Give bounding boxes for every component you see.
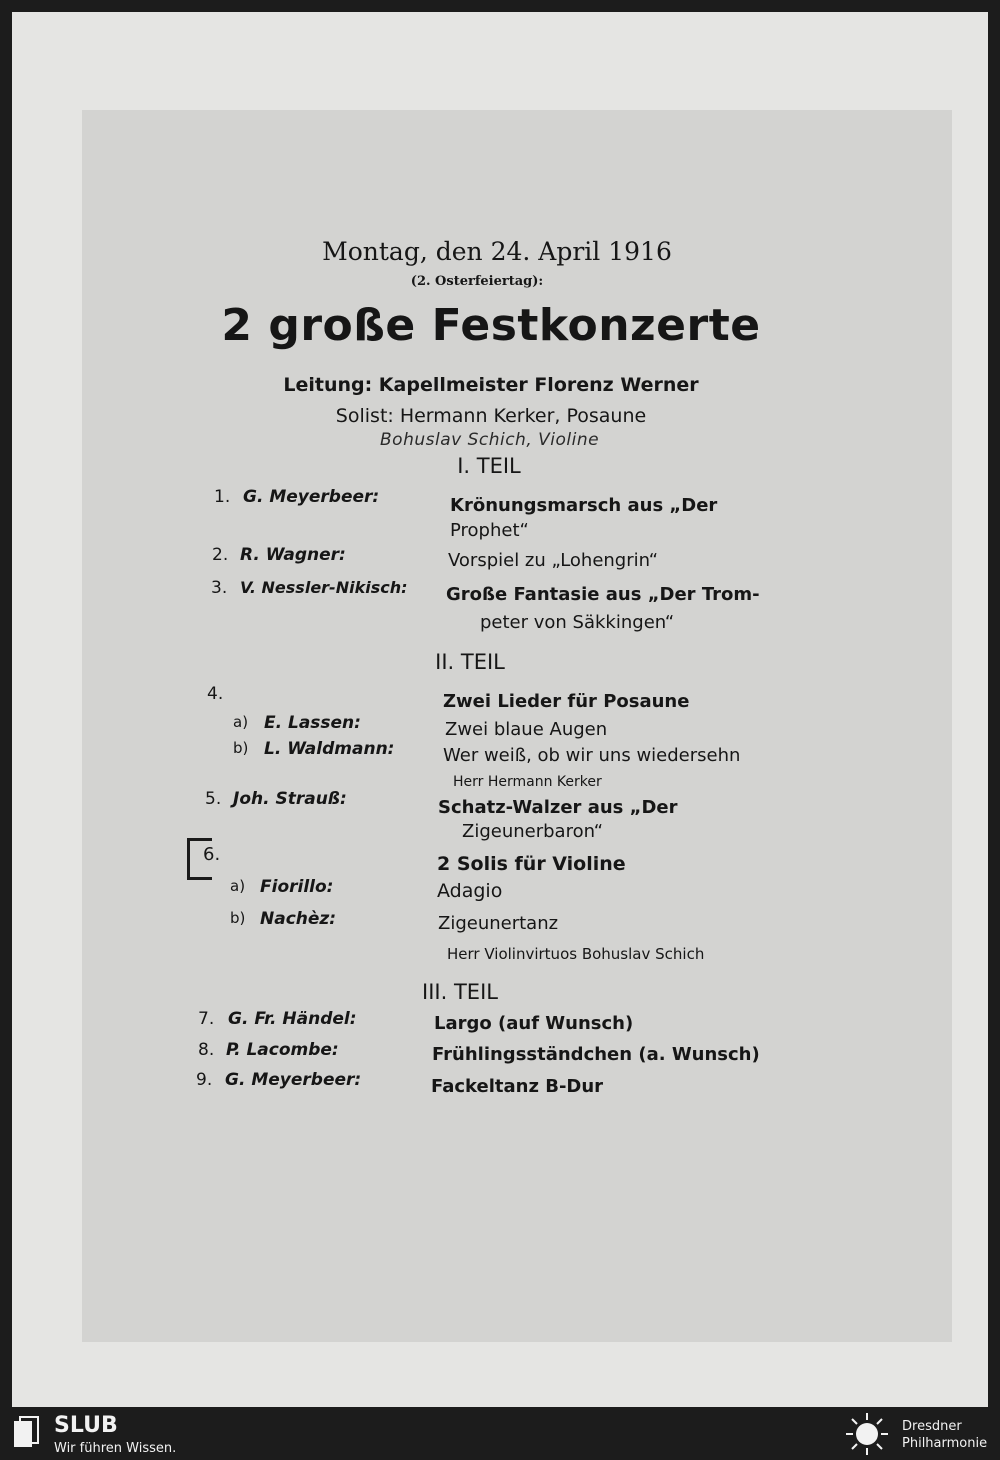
item-number: 6. [203, 844, 221, 865]
composer: R. Wagner: [240, 545, 346, 565]
slub-tagline: Wir führen Wissen. [54, 1441, 177, 1456]
group-title: 2 Solis für Violine [437, 853, 626, 875]
work-title: Zigeunerbaron“ [462, 821, 604, 842]
part-heading: II. TEIL [435, 650, 505, 674]
work-title: Largo (auf Wunsch) [434, 1013, 634, 1034]
philharmonie-logo-line2: Philharmonie [902, 1436, 988, 1451]
composer: V. Nessler-Nikisch: [240, 578, 408, 597]
item-number: 9. [196, 1070, 213, 1090]
item-number: 4. [207, 684, 224, 704]
work-title: Zigeunertanz [438, 913, 559, 934]
subitem-label: b) [230, 909, 246, 927]
concert-date: Montag, den 24. April 1916 [322, 237, 672, 266]
item-number: 7. [198, 1009, 215, 1029]
work-title: Adagio [437, 880, 503, 902]
handwritten-annotation: Bohuslav Schich, Violine [380, 430, 600, 450]
performer-note: Herr Violinvirtuos Bohuslav Schich [447, 945, 705, 963]
work-title: Schatz-Walzer aus „Der [438, 797, 678, 818]
composer: G. Fr. Händel: [228, 1009, 357, 1029]
composer: Nachèz: [260, 909, 337, 929]
subitem-label: a) [233, 713, 249, 731]
subitem-label: a) [230, 877, 246, 895]
item-number: 5. [205, 789, 222, 809]
slub-logo-text: SLUB [54, 1413, 118, 1438]
work-title: Frühlingsständchen (a. Wunsch) [432, 1044, 760, 1065]
footer-bar [0, 1407, 1000, 1460]
work-title: Zwei blaue Augen [445, 719, 608, 740]
work-title: Fackeltanz B-Dur [431, 1076, 604, 1097]
composer: P. Lacombe: [226, 1040, 339, 1060]
soloist-line: Solist: Hermann Kerker, Posaune [335, 405, 647, 427]
composer: Fiorillo: [260, 877, 334, 897]
part-heading: III. TEIL [422, 980, 498, 1004]
composer: E. Lassen: [264, 713, 361, 733]
philharmonie-logo-line1: Dresdner [902, 1419, 962, 1434]
holiday-note: (2. Osterfeiertag): [410, 274, 544, 289]
group-title: Zwei Lieder für Posaune [443, 691, 690, 712]
work-title: Große Fantasie aus „Der Trom- [446, 584, 760, 605]
composer: G. Meyerbeer: [243, 487, 380, 507]
work-title: peter von Säkkingen“ [480, 612, 675, 633]
conductor-line: Leitung: Kapellmeister Florenz Werner [283, 374, 699, 396]
work-title: Vorspiel zu „Lohengrin“ [448, 550, 659, 571]
item-number: 3. [211, 578, 228, 598]
work-title: Krönungsmarsch aus „Der [450, 495, 718, 516]
item-number: 2. [212, 545, 229, 565]
work-title: Wer weiß, ob wir uns wiedersehn [443, 745, 741, 766]
item-number: 8. [198, 1040, 215, 1060]
philharmonie-sun-icon [842, 1411, 892, 1457]
subitem-label: b) [233, 739, 249, 757]
part-heading: I. TEIL [457, 454, 521, 478]
composer: G. Meyerbeer: [225, 1070, 362, 1090]
performer-note: Herr Hermann Kerker [453, 774, 602, 790]
slub-book-icon [12, 1413, 42, 1453]
page-title: 2 große Festkonzerte [221, 300, 761, 351]
composer: Joh. Strauß: [233, 789, 347, 809]
work-title: Prophet“ [450, 520, 529, 541]
composer: L. Waldmann: [264, 739, 395, 759]
item-number: 1. [214, 487, 231, 507]
